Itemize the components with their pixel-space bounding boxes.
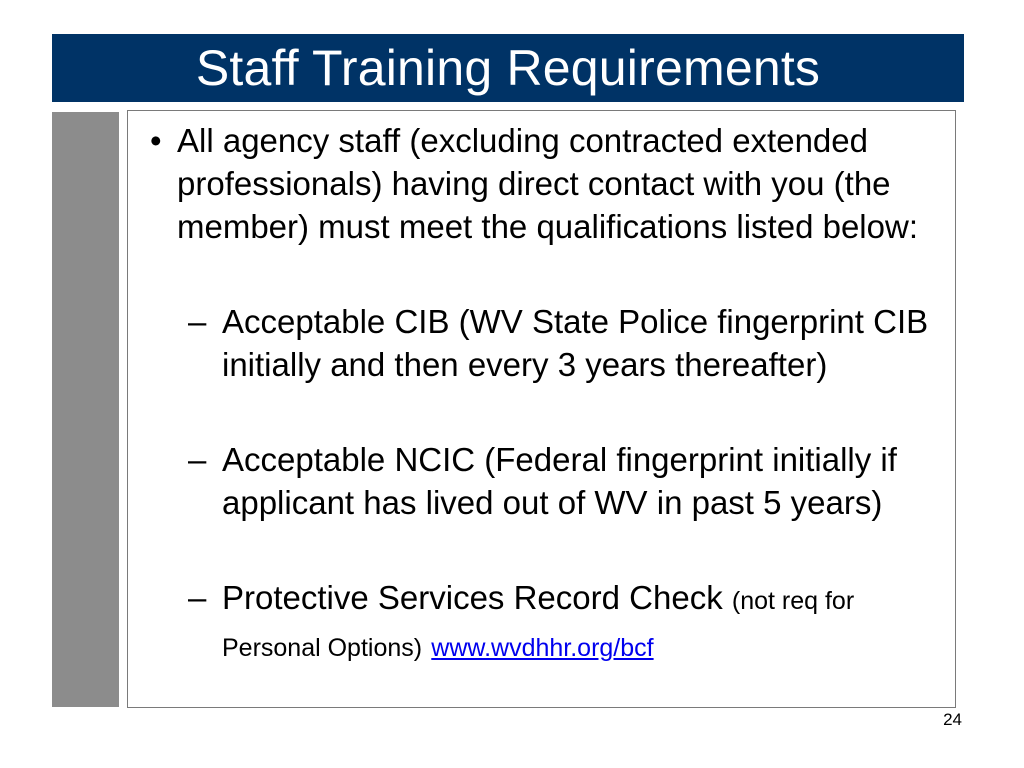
page-number: 24 [943, 710, 962, 729]
sub-item-text: Protective Services Record Check [222, 579, 723, 616]
decorative-side-bar [52, 112, 119, 707]
dash-marker: – [188, 579, 207, 616]
main-bullet-text: All agency staff (excluding contracted extended professionals) having direct contact with you (the member) must meet the qualifications listed below: [177, 122, 918, 245]
dash-marker: – [188, 303, 207, 340]
bullet-marker: • [150, 122, 162, 159]
bcf-link[interactable]: www.wvdhhr.org/bcf [431, 634, 654, 662]
sub-item-text: Acceptable NCIC (Federal fingerprint initially if applicant has lived out of WV in past 5 years) [222, 441, 897, 521]
main-bullet [139, 119, 929, 248]
content-box [127, 110, 956, 708]
dash-marker: – [188, 441, 207, 478]
title-bar [52, 34, 964, 102]
sub-item-note: (not req for Personal Options) [222, 587, 855, 662]
sub-item-ncic [188, 438, 948, 524]
slide-title: Staff Training Requirements [195, 40, 821, 96]
sub-item-text: Acceptable CIB (WV State Police fingerprint CIB initially and then every 3 years thereafter) [222, 303, 929, 383]
sub-item-protective-services [188, 576, 948, 670]
sub-item-cib [188, 300, 948, 386]
